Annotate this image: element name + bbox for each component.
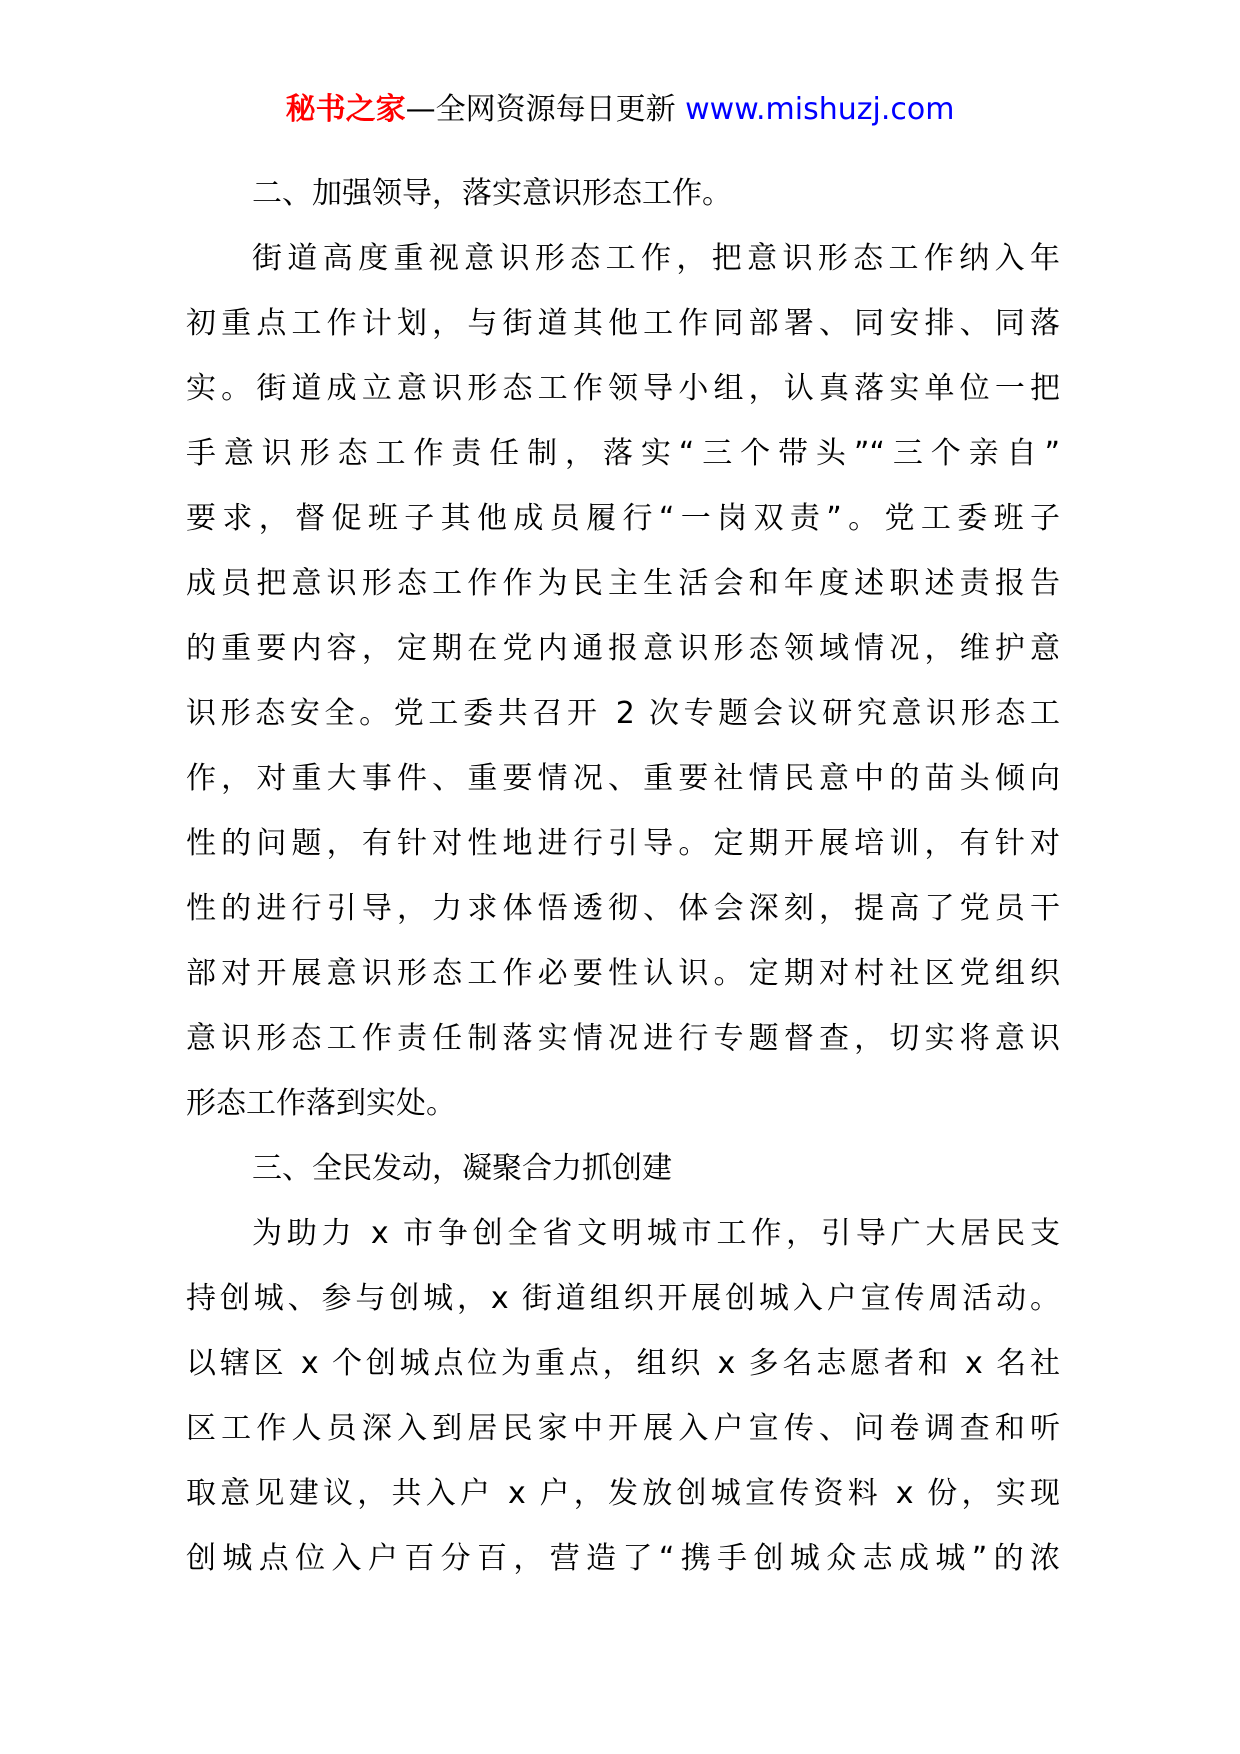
banner-tagline: —全网资源每日更新 [405,92,676,127]
text-line: 要求，督促班子其他成员履行“一岗双责”。党工委班子 [186,501,1060,536]
document-body [186,161,1060,1591]
text-line: 实。街道成立意识形态工作领导小组，认真落实单位一把 [186,371,1060,406]
text-line: 成员把意识形态工作作为民主生活会和年度述职述责报告 [186,566,1060,601]
text-line: 初重点工作计划，与街道其他工作同部署、同安排、同落 [186,306,1060,341]
section-3-paragraph [186,1201,1060,1591]
brand-name: 秘书之家 [285,92,406,127]
section-heading-2: 二、加强领导，落实意识形态工作。 [252,176,732,211]
text-line: 创城点位入户百分百，营造了“携手创城众志成城”的浓 [186,1541,1060,1576]
text-line: 手意识形态工作责任制，落实“三个带头”“三个亲自” [186,436,1060,471]
text-line: 的重要内容，定期在党内通报意识形态领域情况，维护意 [186,631,1060,666]
section-2-paragraph [186,226,1060,1136]
text-line: 性的问题，有针对性地进行引导。定期开展培训，有针对 [186,826,1060,861]
text-line: 为助力 x 市争创全省文明城市工作，引导广大居民支 [252,1216,1060,1251]
text-line: 性的进行引导，力求体悟透彻、体会深刻，提高了党员干 [186,891,1060,926]
text-line: 意识形态工作责任制落实情况进行专题督查，切实将意识 [186,1021,1060,1056]
text-line: 作，对重大事件、重要情况、重要社情民意中的苗头倾向 [186,761,1060,796]
text-line: 取意见建议，共入户 x 户，发放创城宣传资料 x 份，实现 [186,1476,1060,1511]
text-line: 识形态安全。党工委共召开 2 次专题会议研究意识形态工 [186,696,1060,731]
text-line: 持创城、参与创城，x 街道组织开展创城入户宣传周活动。 [186,1281,1060,1316]
site-url-link[interactable]: www.mishuzj.com [685,92,955,127]
site-banner [0,92,1240,128]
text-line: 区工作人员深入到居民家中开展入户宣传、问卷调查和听 [186,1411,1060,1446]
text-line: 形态工作落到实处。 [186,1086,456,1121]
section-heading-3: 三、全民发动，凝聚合力抓创建 [252,1151,672,1186]
text-line: 街道高度重视意识形态工作，把意识形态工作纳入年 [252,241,1060,276]
text-line: 部对开展意识形态工作必要性认识。定期对村社区党组织 [186,956,1060,991]
text-line: 以辖区 x 个创城点位为重点，组织 x 多名志愿者和 x 名社 [186,1346,1060,1381]
